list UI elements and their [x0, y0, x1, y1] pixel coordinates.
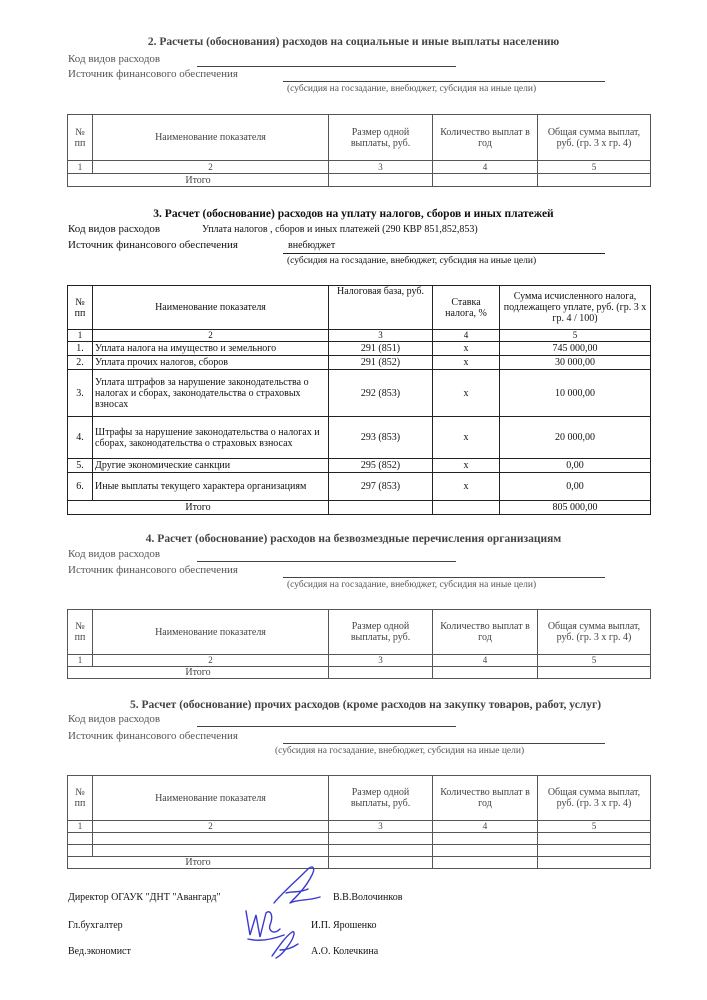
row-rate: x: [433, 342, 500, 356]
row-name: Штрафы за нарушение законодательства о налогах и сборах, законодательства о страховых взносах: [93, 417, 329, 459]
total-label: Итого: [68, 857, 329, 869]
header-cell: Размер одной выплаты, руб.: [329, 610, 433, 655]
column-number: 3: [329, 655, 433, 667]
column-number: 5: [538, 161, 651, 174]
row-number: 1.: [68, 342, 93, 356]
section-4-title: 4. Расчет (обоснование) расходов на безвозмездные перечисления организациям: [145, 533, 562, 545]
kod-label: Код видов расходов: [68, 713, 161, 725]
column-number: 5: [538, 821, 651, 833]
header-cell: Налоговая база, руб.: [329, 286, 433, 330]
header-cell: Общая сумма выплат, руб. (гр. 3 х гр. 4): [538, 115, 651, 161]
header-cell: Размер одной выплаты, руб.: [329, 115, 433, 161]
table-row: [68, 459, 651, 473]
istochnik-underline: [283, 577, 605, 578]
istochnik-underline: [283, 81, 605, 82]
row-sum: 745 000,00: [500, 342, 651, 356]
table-row: [68, 417, 651, 459]
kod-underline: [197, 561, 456, 562]
row-base: 291 (852): [329, 356, 433, 370]
istochnik-hint: (субсидия на госзадание, внебюджет, субсидия на иные цели): [287, 84, 537, 94]
row-number: 6.: [68, 473, 93, 501]
economist-role: Вед.экономист: [68, 946, 131, 957]
kod-label: Код видов расходов: [68, 548, 161, 560]
column-number: 3: [329, 330, 433, 342]
header-cell: Размер одной выплаты, руб.: [329, 776, 433, 821]
table-row: [68, 845, 651, 857]
istochnik-hint: (субсидия на госзадание, внебюджет, субсидия на иные цели): [287, 580, 537, 590]
row-name: Уплата прочих налогов, сборов: [93, 356, 329, 370]
economist-signature: [268, 928, 304, 962]
header-cell: Наименование показателя: [93, 610, 329, 655]
row-name: Иные выплаты текущего характера организациям: [93, 473, 329, 501]
row-number: 4.: [68, 417, 93, 459]
header-cell: Общая сумма выплат, руб. (гр. 3 х гр. 4): [538, 610, 651, 655]
row-number: 2.: [68, 356, 93, 370]
column-number: 4: [433, 161, 538, 174]
column-number: 4: [433, 330, 500, 342]
istochnik-hint: (субсидия на госзадание, внебюджет, субсидия на иные цели): [275, 746, 525, 756]
economist-name: А.О. Колечкина: [311, 946, 379, 957]
director-name: В.В.Волочинков: [333, 892, 403, 903]
header-cell: Количество выплат в год: [433, 610, 538, 655]
column-number: 2: [93, 655, 329, 667]
header-cell: № пп: [68, 610, 93, 655]
column-number: 4: [433, 655, 538, 667]
table-row: [68, 342, 651, 356]
istochnik-label: Источник финансового обеспечения: [68, 564, 238, 576]
istochnik-underline: [283, 253, 605, 254]
column-number: 1: [68, 821, 93, 833]
column-number: 1: [68, 161, 93, 174]
header-cell: Наименование показателя: [93, 115, 329, 161]
row-name: Другие экономические санкции: [93, 459, 329, 473]
table-row: [68, 833, 651, 845]
row-base: 291 (851): [329, 342, 433, 356]
row-base: 293 (853): [329, 417, 433, 459]
row-base: 292 (853): [329, 370, 433, 417]
column-number: 1: [68, 330, 93, 342]
row-sum: 0,00: [500, 473, 651, 501]
section-2-table: [67, 114, 651, 187]
column-number: 3: [329, 161, 433, 174]
row-sum: 20 000,00: [500, 417, 651, 459]
column-number: 5: [500, 330, 651, 342]
header-cell: Ставка налога, %: [433, 286, 500, 330]
row-rate: x: [433, 356, 500, 370]
column-number: 3: [329, 821, 433, 833]
header-cell: Наименование показателя: [93, 286, 329, 330]
section-4-table: [67, 609, 651, 679]
istochnik-label: Источник финансового обеспечения: [68, 239, 238, 251]
header-cell: Наименование показателя: [93, 776, 329, 821]
header-cell: № пп: [68, 286, 93, 330]
table-row: [68, 356, 651, 370]
table-row: [68, 370, 651, 417]
total-value: 805 000,00: [500, 501, 651, 515]
accountant-name: И.П. Ярошенко: [311, 920, 377, 931]
director-signature: [268, 863, 328, 909]
column-number: 5: [538, 655, 651, 667]
header-cell: Общая сумма выплат, руб. (гр. 3 х гр. 4): [538, 776, 651, 821]
kod-label: Код видов расходов: [68, 223, 161, 235]
accountant-role: Гл.бухгалтер: [68, 920, 123, 931]
row-number: 5.: [68, 459, 93, 473]
director-role: Директор ОГАУК "ДНТ "Авангард": [68, 892, 221, 903]
istochnik-hint: (субсидия на госзадание, внебюджет, субсидия на иные цели): [287, 256, 537, 266]
row-sum: 30 000,00: [500, 356, 651, 370]
section-5-table: [67, 775, 651, 869]
kod-label: Код видов расходов: [68, 53, 161, 65]
row-name: Уплата налога на имущество и земельного: [93, 342, 329, 356]
column-number: 2: [93, 330, 329, 342]
row-sum: 0,00: [500, 459, 651, 473]
total-label: Итого: [68, 501, 329, 515]
total-label: Итого: [68, 667, 329, 679]
kod-underline: [197, 726, 456, 727]
section-5-title: 5. Расчет (обоснование) прочих расходов (кроме расходов на закупку товаров, работ, услуг): [129, 699, 602, 711]
total-label: Итого: [68, 174, 329, 187]
kod-underline: [197, 66, 456, 67]
istochnik-value: внебюджет: [288, 240, 336, 251]
column-number: 1: [68, 655, 93, 667]
row-name: Уплата штрафов за нарушение законодательства о налогах и сборах, законодательства о страховых взносах: [93, 370, 329, 417]
row-sum: 10 000,00: [500, 370, 651, 417]
column-number: 4: [433, 821, 538, 833]
header-cell: Сумма исчисленного налога, подлежащего уплате, руб. (гр. 3 х гр. 4 / 100): [500, 286, 651, 330]
header-cell: Количество выплат в год: [433, 115, 538, 161]
row-rate: x: [433, 417, 500, 459]
header-cell: № пп: [68, 115, 93, 161]
header-cell: Количество выплат в год: [433, 776, 538, 821]
istochnik-label: Источник финансового обеспечения: [68, 68, 238, 80]
total-row: [68, 501, 651, 515]
column-number: 2: [93, 161, 329, 174]
row-rate: x: [433, 473, 500, 501]
kod-value: Уплата налогов , сборов и иных платежей (290 КВР 851,852,853): [202, 224, 478, 235]
section-3-title: 3. Расчет (обоснование) расходов на уплату налогов, сборов и иных платежей: [153, 208, 554, 220]
row-rate: x: [433, 459, 500, 473]
section-3-table: [67, 285, 651, 515]
section-2-title: 2. Расчеты (обоснования) расходов на социальные и иные выплаты населению: [147, 36, 560, 48]
table-row: [68, 473, 651, 501]
row-rate: x: [433, 370, 500, 417]
istochnik-underline: [283, 743, 605, 744]
istochnik-label: Источник финансового обеспечения: [68, 730, 238, 742]
row-base: 295 (852): [329, 459, 433, 473]
row-base: 297 (853): [329, 473, 433, 501]
column-number: 2: [93, 821, 329, 833]
header-cell: № пп: [68, 776, 93, 821]
row-number: 3.: [68, 370, 93, 417]
